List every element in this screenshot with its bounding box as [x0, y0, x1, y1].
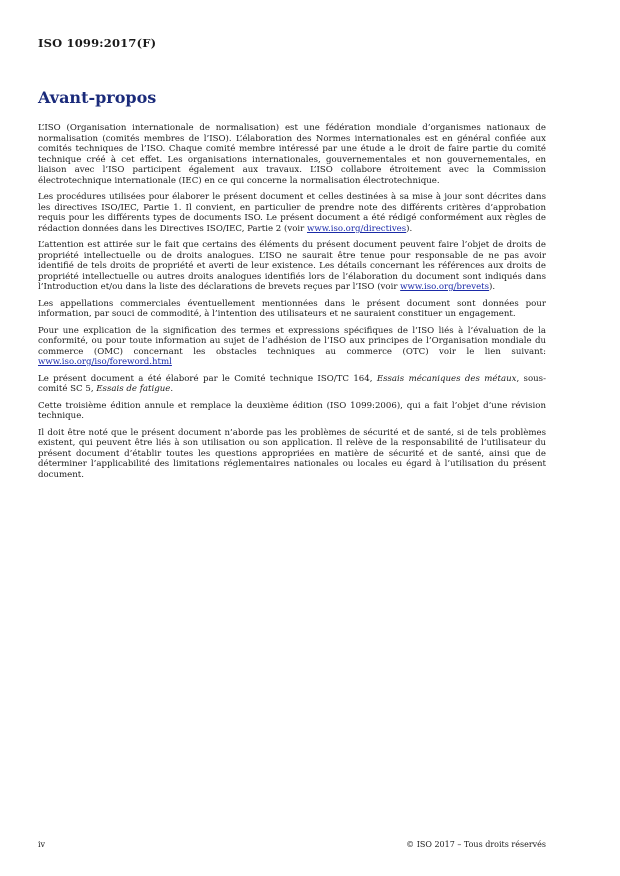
foreword-link[interactable]: www.iso.org/iso/foreword.html	[38, 357, 172, 367]
copyright-notice: © ISO 2017 – Tous droits réservés	[406, 840, 546, 849]
paragraph-3	[38, 240, 546, 293]
paragraph-3-text: L’attention est attirée sur le fait que certains des éléments du présent document peuvent faire l’objet de droits de propriété intellectuelle ou de droits analogues. L’ISO ne saurait être tenue pour responsable de ne pas avoir identifié de tels droits de propriété et averti de leur existence. Les détails concernant les références aux droits de propriété intellectuelle ou autres droits analogues identifiés lors de l’élaboration du document sont indiqués dans l’Introduction et/ou dans la liste des déclarations de brevets reçues par l’ISO (voir	[38, 240, 546, 292]
paragraph-6-a: Le présent document a été élaboré par le Comité technique ISO/TC 164,	[38, 373, 377, 384]
page-number: iv	[38, 840, 46, 849]
paragraph-2-text: Les procédures utilisées pour élaborer le présent document et celles destinées à sa mise à jour sont décrites dans les directives ISO/IEC, Partie 1. Il convient, en particulier de prendre note des différents critères d’approbation requis pour les différents types de documents ISO. Le présent document a été rédigé conformément aux règles de rédaction données dans les Directives ISO/IEC, Partie 2 (voir	[38, 192, 546, 234]
brevets-link[interactable]: www.iso.org/brevets	[400, 282, 490, 292]
paragraph-6-c: , sous-comité SC 5,	[38, 373, 546, 394]
committee-title: Essais mécaniques des métaux	[376, 373, 517, 384]
subcommittee-title: Essais de fatigue	[96, 384, 171, 394]
page-title: Avant-propos	[38, 88, 157, 107]
paragraph-5-text: Pour une explication de la signification des termes et expressions spécifiques de l’ISO liés à l’évaluation de la conformité, ou pour toute information au sujet de l’adhésion de l’ISO aux principes de l’Organisation mondiale du commerce (OMC) concernant les obstacles techniques au commerce (OTC) voir le lien suivant:	[38, 325, 546, 357]
paragraph-7: Cette troisième édition annule et remplace la deuxième édition (ISO 1099:2006), qui a fait l’objet d’une révision technique.	[38, 400, 546, 421]
paragraph-6	[38, 374, 546, 395]
paragraph-8: Il doit être noté que le présent document n’aborde pas les problèmes de sécurité et de santé, si de tels problèmes existent, qui peuvent être liés à son utilisation ou son application. Il relève de la responsabilité de l’utilisateur du présent document d’établir toutes les questions appropriées en matière de sécurité et de santé, ainsi que de déterminer l’applicabilité des limitations réglementaires nationales ou locales eu égard à l’utilisation du présent document.	[38, 427, 546, 480]
paragraph-2-end: ).	[406, 223, 413, 234]
foreword-body	[38, 123, 546, 486]
paragraph-6-e: .	[170, 384, 174, 394]
directives-link[interactable]: www.iso.org/directives	[306, 223, 407, 234]
paragraph-5	[38, 326, 546, 368]
paragraph-2	[38, 192, 546, 234]
page-footer	[38, 840, 546, 849]
paragraph-3-end: ).	[489, 282, 496, 292]
paragraph-4: Les appellations commerciales éventuellement mentionnées dans le présent document sont données pour information, par souci de commodité, à l’intention des utilisateurs et ne sauraient constituer un engagement.	[38, 298, 546, 319]
paragraph-1: L’ISO (Organisation internationale de normalisation) est une fédération mondiale d’organismes nationaux de normalisation (comités membres de l’ISO). L’élaboration des Normes internationales est en général confiée aux comités techniques de l’ISO. Chaque comité membre intéressé par une étude a le droit de faire partie du comité technique créé à cet effet. Les organisations internationales, gouvernementales et non gouvernementales, en liaison avec l’ISO participent également aux travaux. L’ISO collabore étroitement avec la Commission électrotechnique internationale (IEC) en ce qui concerne la normalisation électrotechnique.	[38, 123, 546, 186]
document-id: ISO 1099:2017(F)	[38, 36, 157, 50]
